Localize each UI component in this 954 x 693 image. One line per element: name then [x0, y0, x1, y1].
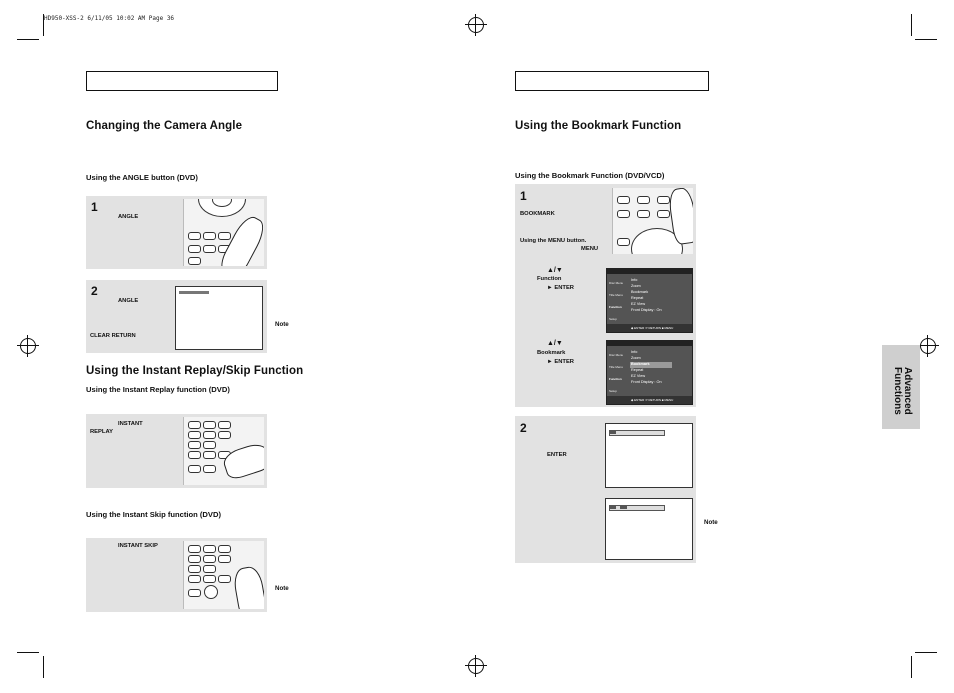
- menu-item: Repeat: [631, 296, 644, 300]
- remote-button: [218, 431, 231, 439]
- menu-item: Front Display : On: [631, 308, 662, 312]
- header-box: [86, 71, 278, 91]
- menu-side-item: Disc Menu: [609, 353, 624, 357]
- step-panel: [86, 414, 267, 488]
- registration-mark: [468, 17, 484, 33]
- crop-mark: [17, 39, 39, 40]
- hand-icon: [221, 441, 264, 482]
- remote-button: [188, 431, 201, 439]
- remote-button: [188, 545, 201, 553]
- crop-mark: [915, 652, 937, 653]
- bookmark-bar: [609, 430, 665, 436]
- remote-button: [188, 441, 201, 449]
- step-label: INSTANT SKIP: [118, 543, 158, 549]
- crop-mark: [911, 14, 912, 36]
- menu-screen: [606, 340, 693, 405]
- remote-button: [218, 575, 231, 583]
- note-label: Note: [275, 585, 289, 592]
- menu-item: Zoom: [631, 356, 641, 360]
- remote-button: [218, 421, 231, 429]
- remote-button: [188, 421, 201, 429]
- remote-button: [188, 565, 201, 573]
- bookmark-bar: [609, 505, 616, 509]
- crop-mark: [915, 39, 937, 40]
- menu-title-bar: [607, 269, 692, 274]
- registration-mark: [20, 338, 36, 354]
- menu-footer: ◆ ENTER ↺ RETURN ■ MENU: [631, 326, 674, 330]
- remote-button: [203, 431, 216, 439]
- arrow-label: ▲/▼: [547, 267, 563, 274]
- remote-button: [188, 257, 201, 265]
- arrow-label: ▲/▼: [547, 340, 563, 347]
- remote-button: [203, 465, 216, 473]
- dial-icon: [204, 585, 218, 599]
- menu-side-item: Function: [609, 377, 622, 381]
- note-label: Note: [704, 519, 718, 526]
- step-label: ANGLE: [118, 298, 139, 304]
- tv-screen: [605, 423, 693, 488]
- hand-icon: [232, 565, 264, 609]
- remote-button: [218, 545, 231, 553]
- remote-button: [637, 196, 650, 204]
- section-title: Using the Bookmark Function: [515, 120, 682, 132]
- menu-item: EZ View: [631, 302, 646, 306]
- step-panel: [86, 538, 267, 612]
- menu-side-item: Setup: [609, 389, 617, 393]
- tv-screen: [605, 498, 693, 560]
- menu-item: Zoom: [631, 284, 641, 288]
- menu-side-item: Function: [609, 305, 622, 309]
- step-label: Using the MENU button.: [520, 238, 587, 244]
- menu-item-selected: Bookmark: [631, 362, 650, 366]
- step-number: 2: [520, 421, 527, 435]
- remote-button: [617, 196, 630, 204]
- remote-button: [637, 210, 650, 218]
- remote-button: [188, 232, 201, 240]
- remote-button: [218, 555, 231, 563]
- step-label: INSTANT: [118, 421, 143, 427]
- subheading: Using the ANGLE button (DVD): [86, 173, 198, 182]
- menu-item: Bookmark: [631, 290, 649, 294]
- step-number: 1: [520, 189, 527, 203]
- remote-button: [203, 451, 216, 459]
- menu-item: Repeat: [631, 368, 644, 372]
- step-label: ENTER: [547, 452, 567, 458]
- crop-mark: [17, 652, 39, 653]
- subheading: Using the Instant Skip function (DVD): [86, 510, 221, 519]
- remote-button: [203, 565, 216, 573]
- menu-item: EZ View: [631, 374, 646, 378]
- menu-item: Info: [631, 350, 638, 354]
- crop-mark: [43, 656, 44, 678]
- step-label: BOOKMARK: [520, 211, 555, 217]
- remote-button: [203, 545, 216, 553]
- remote-button: [617, 210, 630, 218]
- remote-button: [203, 245, 216, 253]
- tab-label: Advanced Functions: [892, 367, 913, 415]
- remote-illustration: [612, 188, 693, 254]
- remote-illustration: [183, 417, 264, 485]
- step-label: ► ENTER: [547, 285, 574, 291]
- menu-side-item: Setup: [609, 317, 617, 321]
- step-number: 2: [91, 284, 98, 298]
- remote-button: [203, 575, 216, 583]
- registration-mark: [468, 658, 484, 674]
- step-panel: [86, 196, 267, 269]
- remote-button: [188, 589, 201, 597]
- tv-screen: [175, 286, 263, 350]
- remote-button: [218, 232, 231, 240]
- crop-mark: [911, 656, 912, 678]
- remote-button: [188, 451, 201, 459]
- bookmark-bar: [609, 430, 616, 434]
- step-keys: CLEAR RETURN: [90, 333, 136, 339]
- step-label: REPLAY: [90, 429, 113, 435]
- remote-button: [203, 441, 216, 449]
- remote-button: [188, 555, 201, 563]
- remote-button: [203, 555, 216, 563]
- remote-button: [188, 465, 201, 473]
- step-panel: [515, 416, 696, 563]
- osd-bar: [179, 291, 209, 294]
- remote-button: [203, 232, 216, 240]
- step-label: MENU: [581, 246, 599, 252]
- section-title: Changing the Camera Angle: [86, 120, 243, 132]
- step-number: 1: [91, 200, 98, 214]
- section-title: Using the Instant Replay/Skip Function: [86, 365, 304, 377]
- remote-button: [188, 575, 201, 583]
- bookmark-bar: [620, 505, 627, 509]
- menu-side-item: Title Menu: [609, 293, 623, 297]
- bookmark-bar: [609, 505, 665, 511]
- step-panel: [86, 280, 267, 353]
- print-header: HD950-XSS-2 6/11/05 10:02 AM Page 36: [44, 15, 175, 22]
- remote-button: [188, 245, 201, 253]
- step-panel: [515, 184, 696, 407]
- menu-item: Front Display : On: [631, 380, 662, 384]
- remote-illustration: [183, 541, 264, 609]
- header-box: [515, 71, 709, 91]
- menu-screen: [606, 268, 693, 333]
- subheading: Using the Bookmark Function (DVD/VCD): [515, 171, 665, 180]
- menu-footer: ◆ ENTER ↺ RETURN ■ MENU: [631, 398, 674, 402]
- step-label: Function: [537, 276, 562, 282]
- menu-title-bar: [607, 341, 692, 346]
- section-tab: [882, 345, 920, 429]
- step-label: Bookmark: [537, 350, 566, 356]
- step-label: ANGLE: [118, 214, 139, 220]
- subheading: Using the Instant Replay function (DVD): [86, 385, 230, 394]
- menu-side-item: Title Menu: [609, 365, 623, 369]
- note-label: Note: [275, 321, 289, 328]
- crop-mark: [43, 14, 44, 36]
- remote-button: [657, 196, 670, 204]
- remote-button: [617, 238, 630, 246]
- menu-item: Info: [631, 278, 638, 282]
- remote-button: [657, 210, 670, 218]
- remote-button: [203, 421, 216, 429]
- step-label: ► ENTER: [547, 359, 574, 365]
- registration-mark: [920, 338, 936, 354]
- remote-illustration: [183, 199, 264, 266]
- menu-side-item: Disc Menu: [609, 281, 624, 285]
